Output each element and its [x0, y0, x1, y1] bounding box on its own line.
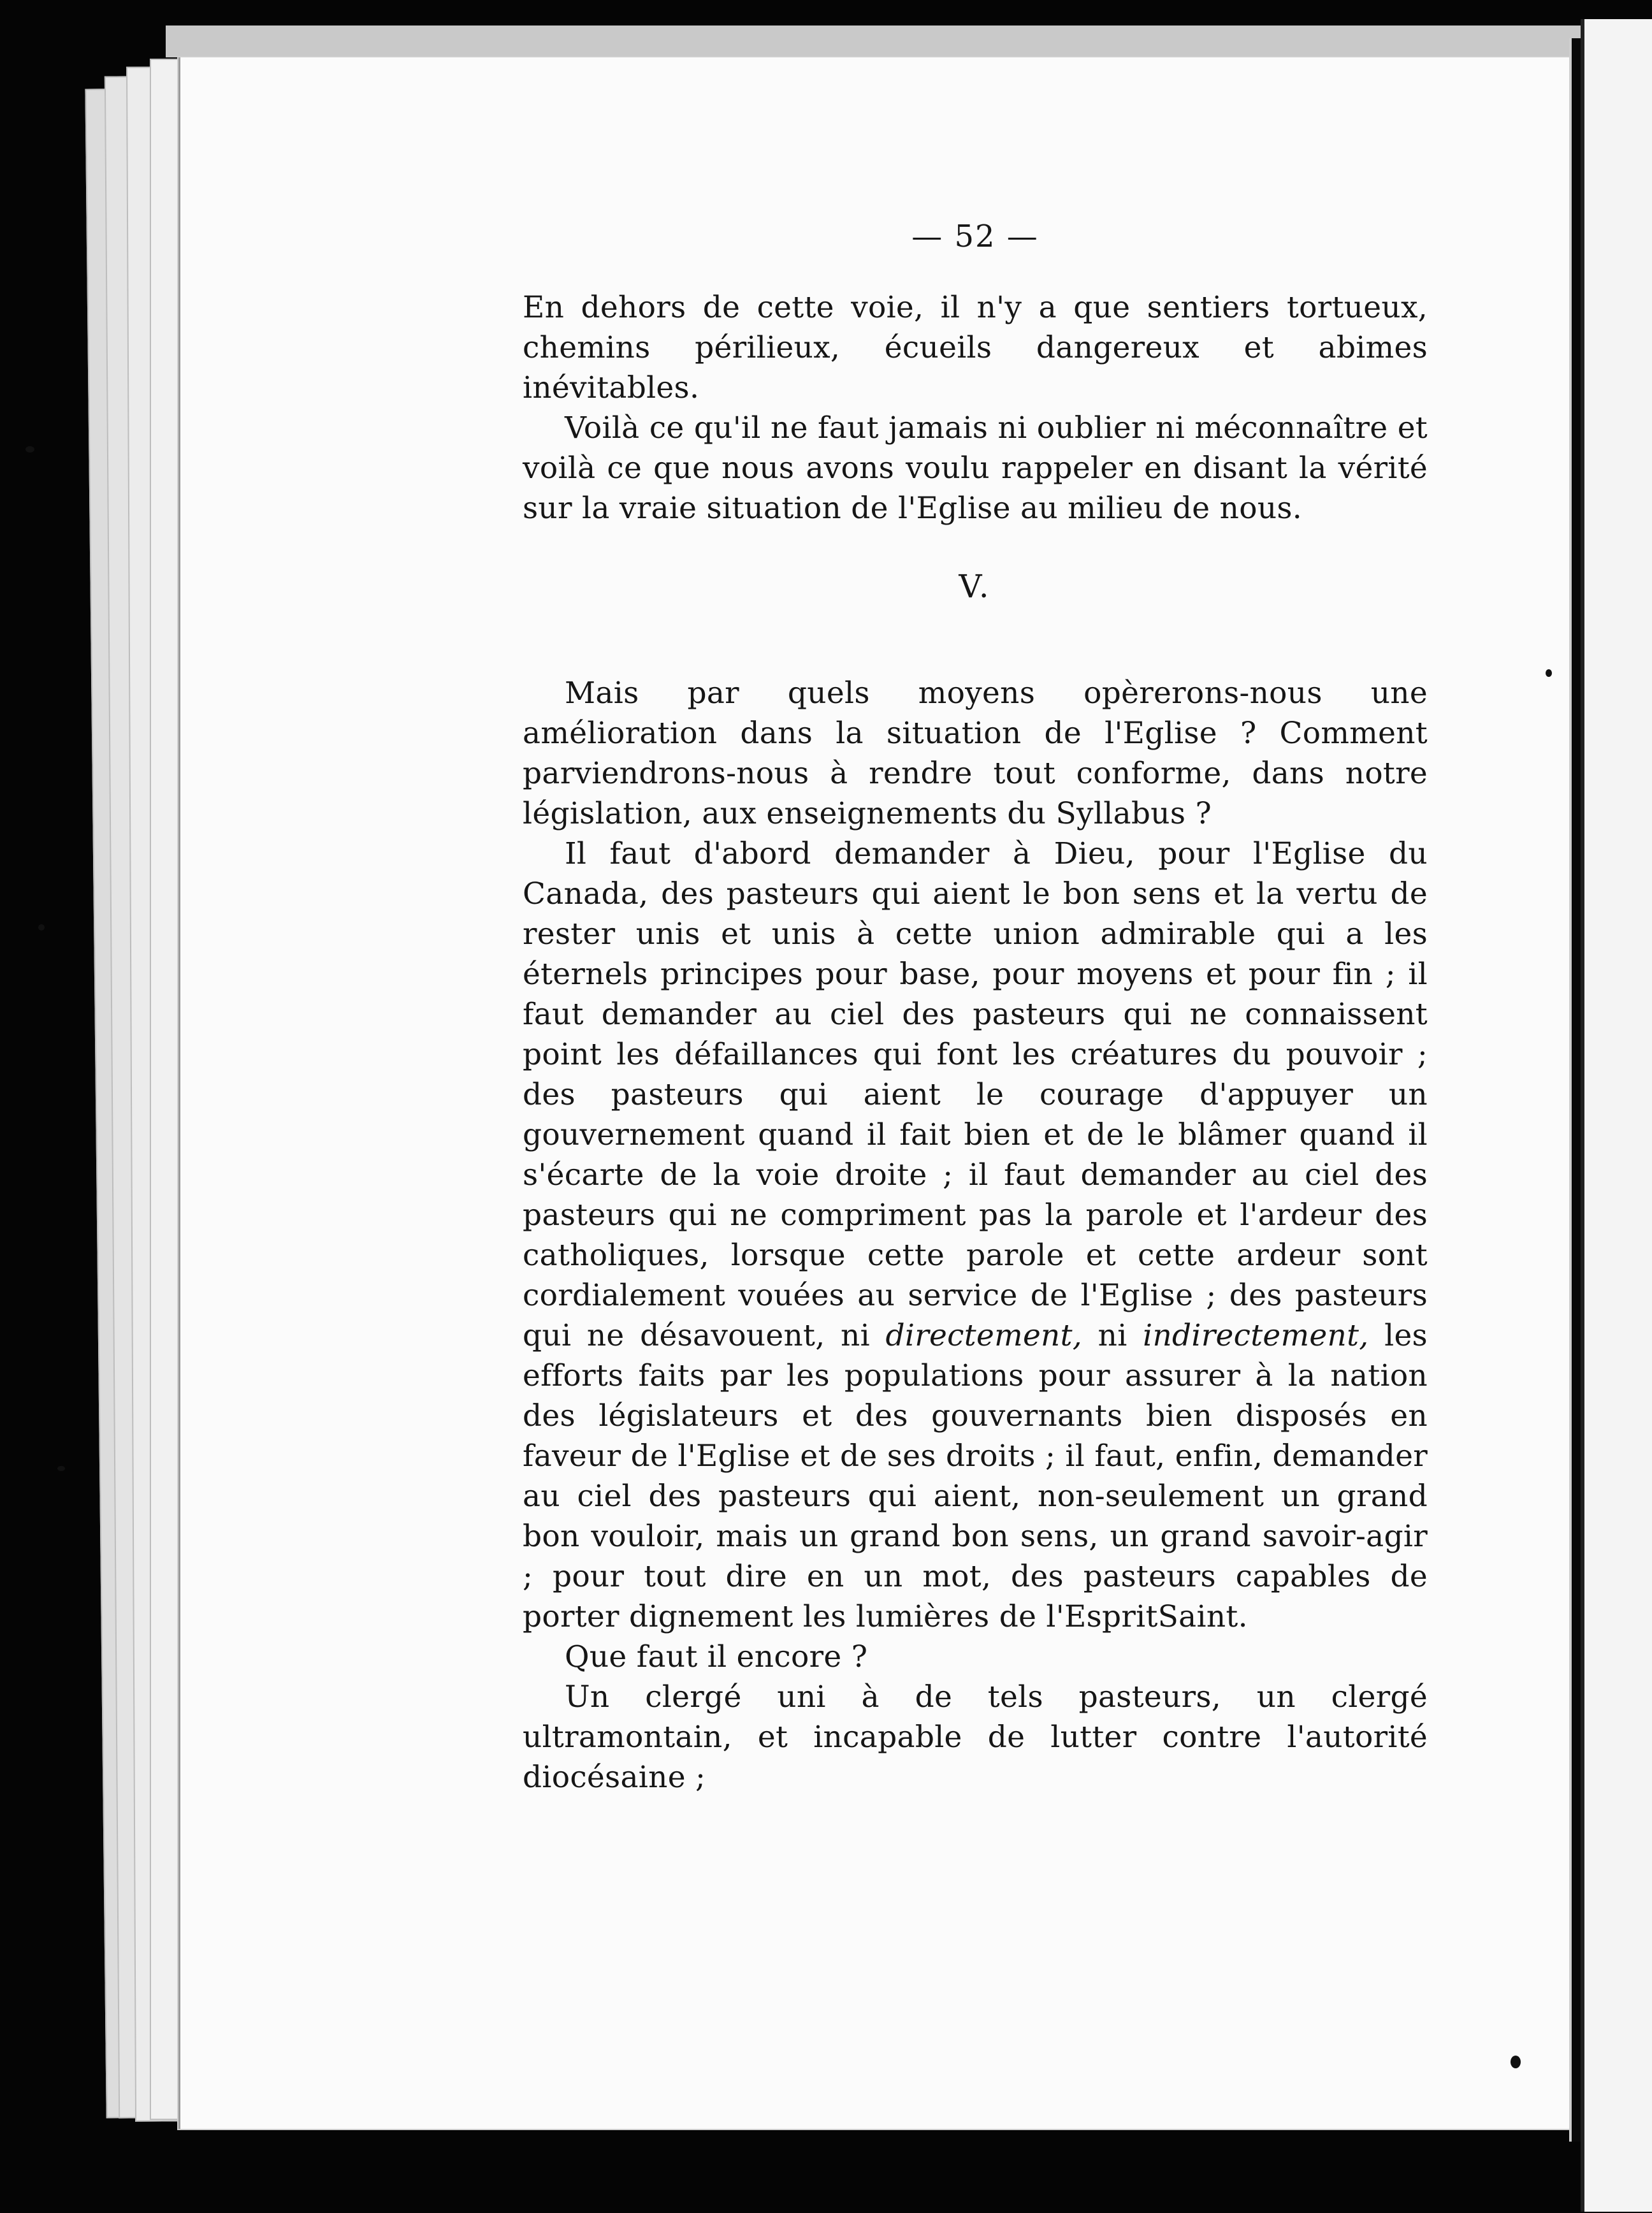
paragraph: Voilà ce qu'il ne faut jamais ni oublier ni méconnaître et voilà ce que nous avons voulu rappeler en disant la vérité sur la vraie situation de l'Eglise au milieu de nous. — [523, 410, 1428, 526]
emphasis-text: indirectement, — [1143, 1318, 1369, 1353]
next-page-strip — [1581, 19, 1652, 2212]
scan-top-shadow — [166, 25, 1581, 57]
paragraph: Que faut il encore ? — [565, 1639, 868, 1674]
paragraph-text: les efforts faits par les populations pour assurer à la nation des législateurs et des gouvernants bien disposés en faveur de l'Eglise et de ses droits ; il faut, enfin, demander au ciel des pasteurs qui aient, non-seulement un grand bon vouloir, mais un grand bon sens, un grand savoir-agir ; pour tout dire en un mot, des pasteurs capables de porter dignement les lumières de l'EspritSaint. — [523, 1318, 1428, 1634]
scan-speck — [1546, 669, 1552, 677]
paragraph — [523, 834, 1428, 1637]
scan-speck — [38, 924, 45, 931]
paragraph: Un clergé uni à de tels pasteurs, un clergé ultramontain, et incapable de lutter contre l'autorité diocésaine ; — [523, 1680, 1428, 1795]
emphasis-text: directement, — [885, 1318, 1083, 1353]
scan-speck — [57, 1466, 65, 1471]
page-number: — 52 — — [911, 219, 1039, 254]
scan-speck — [1511, 2056, 1521, 2068]
paragraph: Mais par quels moyens opèrerons-nous une amélioration dans la situation de l'Eglise ? Comment parviendrons-nous à rendre tout conforme, dans notre législation, aux enseignements du Syllabus ? — [523, 676, 1428, 831]
paragraph-text: Il faut d'abord demander à Dieu, pour l'Eglise du Canada, des pasteurs qui aient le bon sens et la vertu de rester unis et unis à cette union admirable qui a les éternels principes pour base, pour moyens et pour fin ; il faut demander au ciel des pasteurs qui ne connaissent point les défaillances qui font les créatures du pouvoir ; des pasteurs qui aient le courage d'appuyer un gouvernement quand il fait bien et de le blâmer quand il s'écarte de la voie droite ; il faut demander au ciel des pasteurs qui ne compriment pas la parole et l'ardeur des catholiques, lorsque cette parole et cette ardeur sont cordialement vouées au service de l'Eglise ; des pasteurs qui ne désavouent, ni — [523, 836, 1428, 1353]
paragraph-text: ni — [1098, 1318, 1127, 1353]
section-numeral: V. — [959, 568, 992, 605]
page-text — [523, 191, 1428, 1797]
scan-speck — [25, 446, 34, 453]
paragraph: En dehors de cette voie, il n'y a que sentiers tortueux, chemins périlieux, écueils dangereux et abimes inévitables. — [523, 290, 1428, 405]
